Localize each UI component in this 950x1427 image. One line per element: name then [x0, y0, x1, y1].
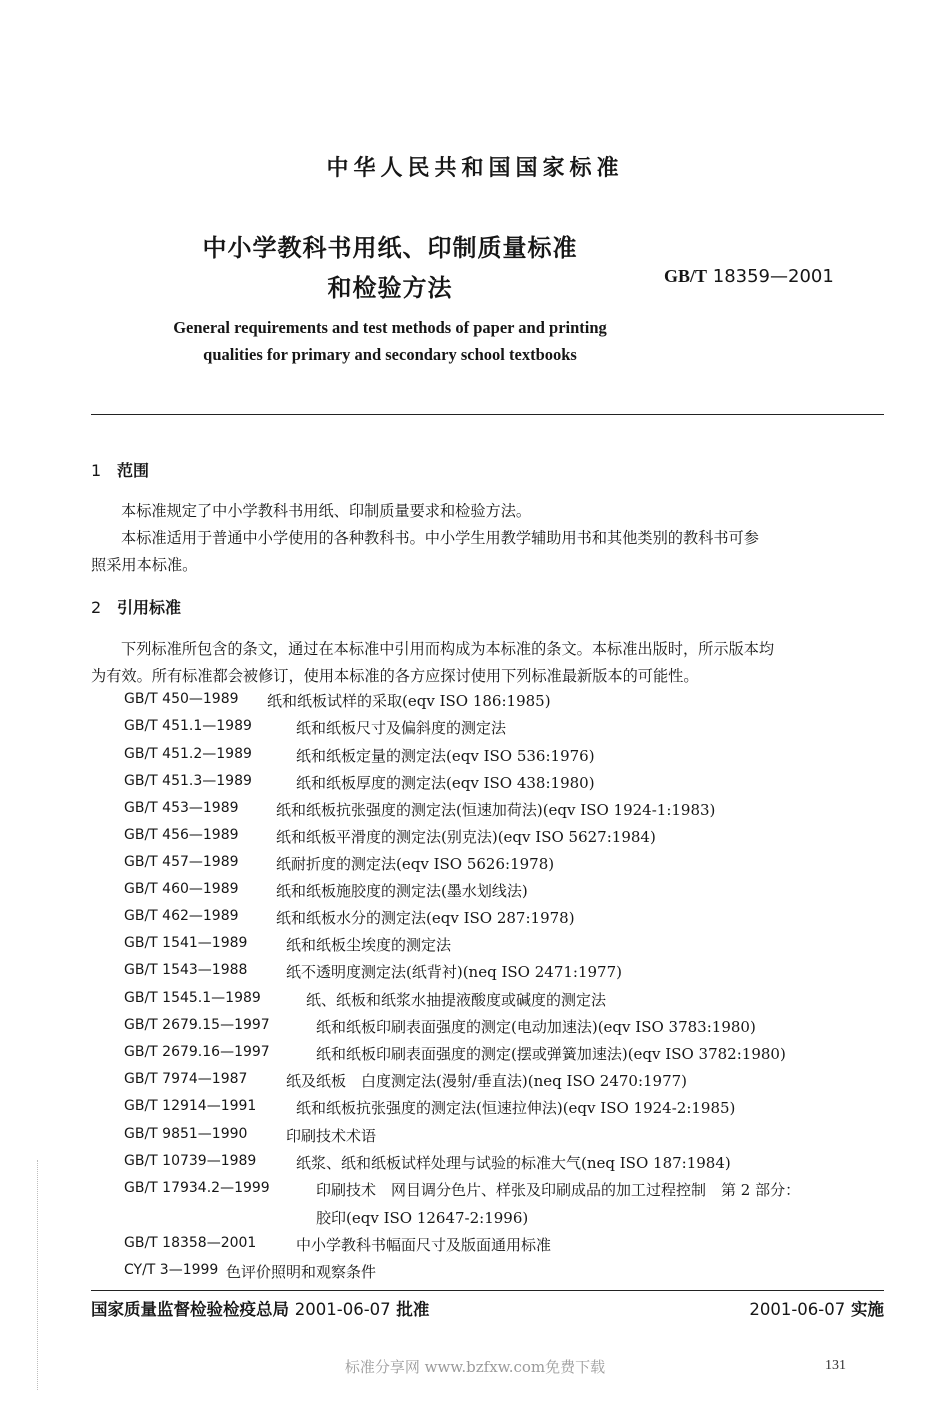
- document-title-line2: 和检验方法: [327, 274, 453, 302]
- reference-title: 纸和纸板抗张强度的测定法(恒速加荷法)(eqv ISO 1924-1:1983): [276, 801, 716, 819]
- reference-code: GB/T 450—1989: [124, 691, 239, 707]
- section1-para1: 本标准规定了中小学教科书用纸、印制质量要求和检验方法。: [121, 502, 532, 520]
- reference-title: 印刷技术 网目调分色片、样张及印刷成品的加工过程控制 第 2 部分：: [316, 1181, 801, 1199]
- reference-title: 纸和纸板施胶度的测定法(墨水划线法): [276, 882, 528, 900]
- national-standard-label: 中华人民共和国国家标准: [326, 156, 624, 181]
- reference-title: 纸和纸板试样的采取(eqv ISO 186:1985): [267, 692, 551, 710]
- section2-number: 2: [91, 598, 102, 617]
- reference-code: GB/T 17934.2—1999: [124, 1180, 270, 1196]
- section1-title: 范围: [117, 461, 150, 480]
- reference-code: GB/T 453—1989: [124, 800, 239, 816]
- effective-line: [749, 1296, 884, 1320]
- section2-title: 引用标准: [117, 598, 182, 617]
- reference-code: GB/T 12914—1991: [124, 1098, 257, 1114]
- effective-date: 2001-06-07: [749, 1300, 846, 1319]
- section1-para2-line2: 照采用本标准。: [91, 556, 198, 574]
- reference-title: 色评价照明和观察条件: [226, 1263, 377, 1281]
- reference-title: 纸及纸板 白度测定法(漫射/垂直法)(neq ISO 2470:1977): [286, 1072, 688, 1090]
- scan-edge-artifact: [37, 1160, 38, 1390]
- reference-code: GB/T 2679.15—1997: [124, 1017, 270, 1033]
- standard-number: [664, 266, 834, 287]
- reference-code: GB/T 451.2—1989: [124, 746, 252, 762]
- reference-title: 纸和纸板定量的测定法(eqv ISO 536:1976): [296, 747, 595, 765]
- document-title-line1: 中小学教科书用纸、印制质量标准: [202, 234, 578, 262]
- reference-title: 纸和纸板抗张强度的测定法(恒速拉伸法)(eqv ISO 1924-2:1985): [296, 1099, 736, 1117]
- footer-divider: [91, 1290, 884, 1291]
- section1-number: 1: [91, 461, 102, 480]
- reference-title: 中小学教科书幅面尺寸及版面通用标准: [296, 1236, 552, 1254]
- english-title-line2: qualities for primary and secondary school textbooks: [203, 345, 577, 364]
- reference-code: GB/T 1545.1—1989: [124, 990, 261, 1006]
- reference-title: 纸、纸板和纸浆水抽提液酸度或碱度的测定法: [306, 991, 607, 1009]
- reference-code: GB/T 451.1—1989: [124, 718, 252, 734]
- reference-title: 纸浆、纸和纸板试样处理与试验的标准大气(neq ISO 187:1984): [296, 1154, 731, 1172]
- reference-title: 印刷技术术语: [286, 1127, 377, 1145]
- reference-title: 纸和纸板尘埃度的测定法: [286, 936, 452, 954]
- approval-date: 2001-06-07: [294, 1300, 391, 1319]
- reference-title: 纸耐折度的测定法(eqv ISO 5626:1978): [276, 855, 555, 873]
- reference-title: 纸和纸板厚度的测定法(eqv ISO 438:1980): [296, 774, 595, 792]
- reference-code: GB/T 457—1989: [124, 854, 239, 870]
- approval-org: 国家质量监督检验检疫总局: [91, 1300, 289, 1319]
- reference-title: 纸和纸板平滑度的测定法(别克法)(eqv ISO 5627:1984): [276, 828, 656, 846]
- reference-code: GB/T 18358—2001: [124, 1235, 257, 1251]
- page-number: 131: [825, 1358, 846, 1373]
- approval-line: [91, 1296, 429, 1320]
- section2-intro-line2: 为有效。所有标准都会被修订，使用本标准的各方应探讨使用下列标准最新版本的可能性。: [91, 667, 699, 685]
- reference-code: GB/T 7974—1987: [124, 1071, 248, 1087]
- reference-title: 纸和纸板水分的测定法(eqv ISO 287:1978): [276, 909, 575, 927]
- standard-number-value: 18359—2001: [712, 266, 834, 287]
- reference-code: GB/T 1543—1988: [124, 962, 248, 978]
- reference-code: GB/T 10739—1989: [124, 1153, 257, 1169]
- reference-title: 纸不透明度测定法(纸背衬)(neq ISO 2471:1977): [286, 963, 622, 981]
- section2-heading: [91, 595, 181, 618]
- reference-code: GB/T 462—1989: [124, 908, 239, 924]
- header-divider: [91, 414, 884, 415]
- section2-intro-line1: 下列标准所包含的条文，通过在本标准中引用而构成为本标准的条文。本标准出版时，所示版本均: [121, 640, 775, 658]
- approval-label: 批准: [396, 1300, 430, 1319]
- effective-label: 实施: [851, 1300, 884, 1319]
- reference-code: GB/T 1541—1989: [124, 935, 248, 951]
- reference-code: GB/T 456—1989: [124, 827, 239, 843]
- section1-heading: [91, 458, 149, 481]
- reference-title: 纸和纸板印刷表面强度的测定(电动加速法)(eqv ISO 3783:1980): [316, 1018, 756, 1036]
- reference-code: GB/T 9851—1990: [124, 1126, 248, 1142]
- reference-code: GB/T 451.3—1989: [124, 773, 252, 789]
- english-title-line1: General requirements and test methods of paper and printing: [173, 318, 607, 337]
- reference-code: GB/T 460—1989: [124, 881, 239, 897]
- standard-prefix: GB/T: [664, 266, 708, 286]
- reference-title: 纸和纸板尺寸及偏斜度的测定法: [296, 719, 507, 737]
- watermark-text: 标准分享网 www.bzfxw.com免费下载: [344, 1358, 606, 1376]
- reference-title: 纸和纸板印刷表面强度的测定(摆或弹簧加速法)(eqv ISO 3782:1980): [316, 1045, 786, 1063]
- reference-title-continued: 胶印(eqv ISO 12647-2:1996): [316, 1209, 529, 1227]
- reference-code: CY/T 3—1999: [124, 1262, 219, 1278]
- section1-para2-line1: 本标准适用于普通中小学使用的各种教科书。中小学生用教学辅助用书和其他类别的教科书可参: [121, 529, 759, 547]
- reference-code: GB/T 2679.16—1997: [124, 1044, 270, 1060]
